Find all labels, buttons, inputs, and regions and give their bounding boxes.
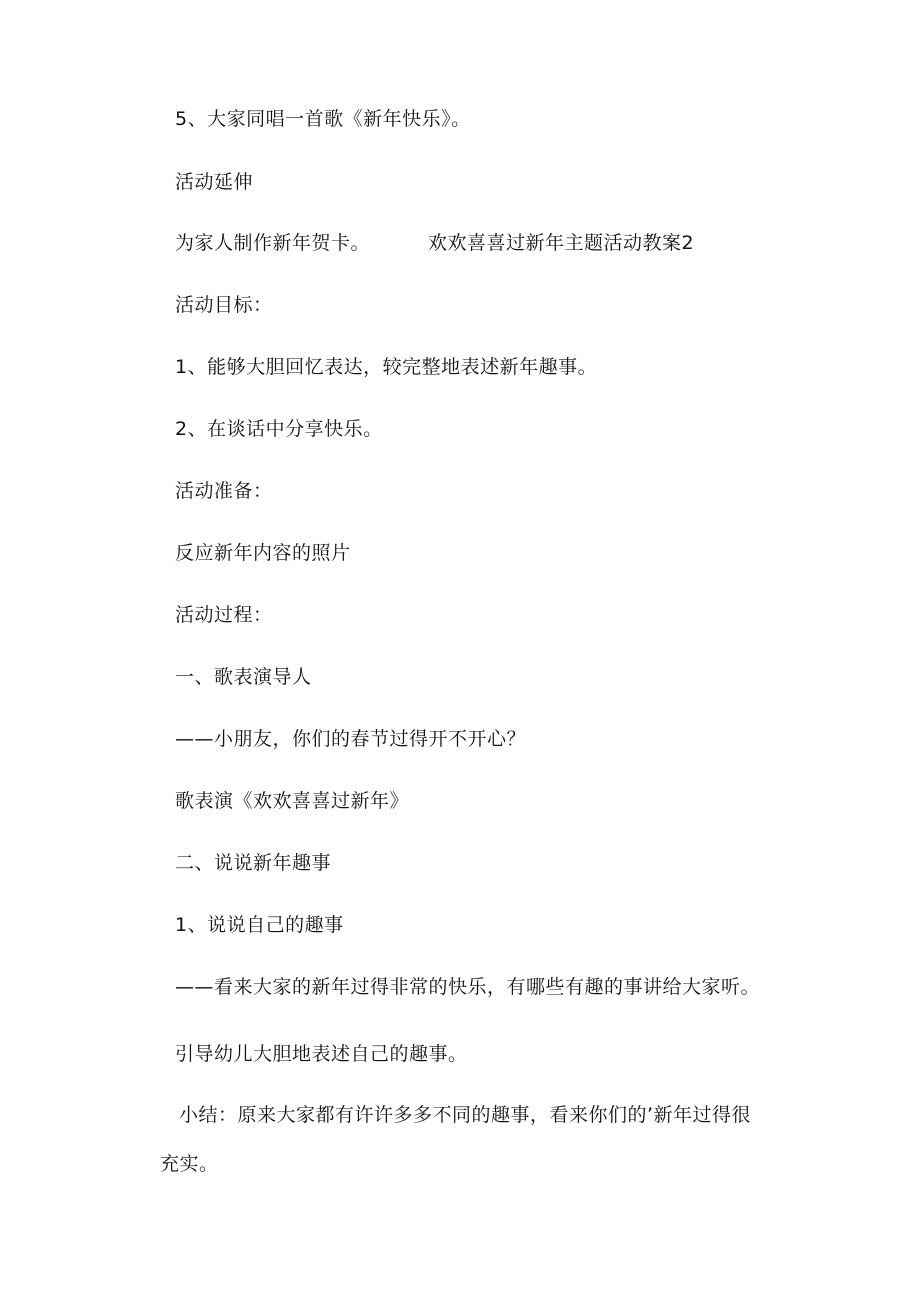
text-line-extension-task <box>175 230 694 256</box>
text-line-goals-heading: 活动目标： <box>175 294 273 316</box>
text-line-subsection-1: 1、说说自己的趣事 <box>175 914 344 936</box>
text-line-summary: 小结：原来大家都有许许多多不同的趣事，看来你们的’新年过得很 <box>179 1104 752 1126</box>
text-line-song: 5、大家同唱一首歌《新年快乐》。 <box>175 108 471 130</box>
text-line-goal-2: 2、在谈话中分享快乐。 <box>175 418 383 440</box>
text-line-summary-end: 充实。 <box>160 1153 219 1175</box>
lesson-plan-title: 欢欢喜喜过新年主题活动教案2 <box>428 232 695 254</box>
text-line-prep-item: 反应新年内容的照片 <box>175 542 351 564</box>
text-line-section-1: 一、歌表演导人 <box>175 666 312 688</box>
text-line-process-heading: 活动过程： <box>175 604 273 626</box>
text-line-guide: 引导幼儿大胆地表述自己的趣事。 <box>175 1043 468 1065</box>
text-line-goal-1: 1、能够大胆回忆表达，较完整地表述新年趣事。 <box>175 356 598 378</box>
text-line-question: ——小朋友，你们的春节过得开不开心？ <box>175 728 527 750</box>
text-line-section-2: 二、说说新年趣事 <box>175 852 332 874</box>
extension-task-text: 为家人制作新年贺卡。 <box>175 232 371 254</box>
text-line-prompt: ——看来大家的新年过得非常的快乐，有哪些有趣的事讲给大家听。 <box>175 976 761 998</box>
text-line-prep-heading: 活动准备： <box>175 480 273 502</box>
text-line-song-performance: 歌表演《欢欢喜喜过新年》 <box>175 790 410 812</box>
text-line-extension-heading: 活动延伸 <box>175 171 254 193</box>
